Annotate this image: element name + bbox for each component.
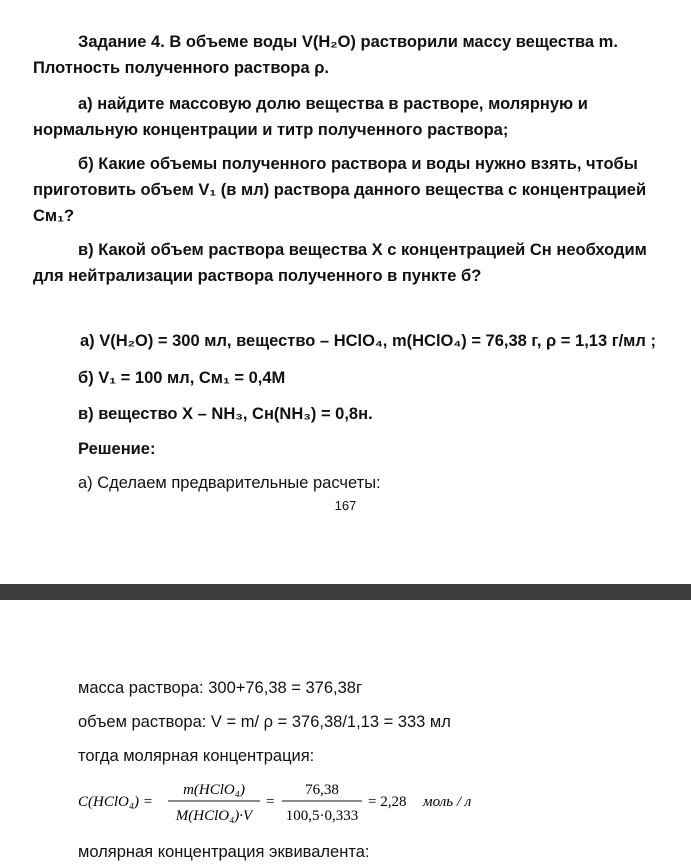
solution-heading: Решение: — [78, 440, 156, 458]
task-text: В объеме воды V(H₂O) растворили массу вещества m. Плотность полученного раствора ρ. — [33, 33, 618, 77]
page-separator — [0, 584, 691, 600]
solution-volume-line: объем раствора: V = m/ ρ = 376,38/1,13 = 333 мл — [78, 713, 451, 731]
task-part-a: а) найдите массовую долю вещества в растворе, молярную и нормальную концентрации и титр полученного раствора; — [33, 95, 588, 139]
task-title: Задание 4. — [78, 33, 165, 51]
solution-molar-intro: тогда молярная концентрация: — [78, 747, 315, 765]
page-number: 167 — [334, 498, 357, 513]
given-c: в) вещество Х – NH₃, Сн(NH₃) = 0,8н. — [78, 405, 373, 423]
given-b: б) V₁ = 100 мл, См₁ = 0,4М — [78, 369, 286, 387]
solution-mass-line: масса раствора: 300+76,38 = 376,38г — [78, 679, 362, 697]
formula-numerator-1: m(HClO₄) — [183, 782, 245, 798]
formula-result: = 2,28 — [368, 794, 407, 810]
formula-equals: = — [266, 794, 275, 810]
task-statement — [33, 29, 658, 81]
formula-denominator-2: 100,5·0,333 — [285, 808, 359, 824]
formula-unit: моль / л — [423, 794, 472, 810]
molar-concentration-formula — [76, 772, 496, 832]
task-part-b: б) Какие объемы полученного раствора и воды нужно взять, чтобы приготовить объем V₁ (в мл) раствора данного вещества с концентрацией См₁? — [33, 155, 647, 225]
given-a: а) V(H₂O) = 300 мл, вещество – HClO₄, m(HClO₄) = 76,38 г, ρ = 1,13 г/мл ; — [80, 332, 656, 350]
solution-equiv-intro: молярная концентрация эквивалента: — [78, 843, 370, 861]
task-part-c: в) Какой объем раствора вещества Х с концентрацией Сн необходим для нейтрализации раствора полученного в пункте б? — [33, 241, 647, 285]
formula-lhs: C(HClO₄) = — [78, 794, 153, 810]
solution-intro: а) Сделаем предварительные расчеты: — [78, 474, 381, 492]
formula-numerator-2: 76,38 — [305, 782, 339, 798]
formula-denominator-1: M(HClO₄)·V — [175, 808, 253, 824]
